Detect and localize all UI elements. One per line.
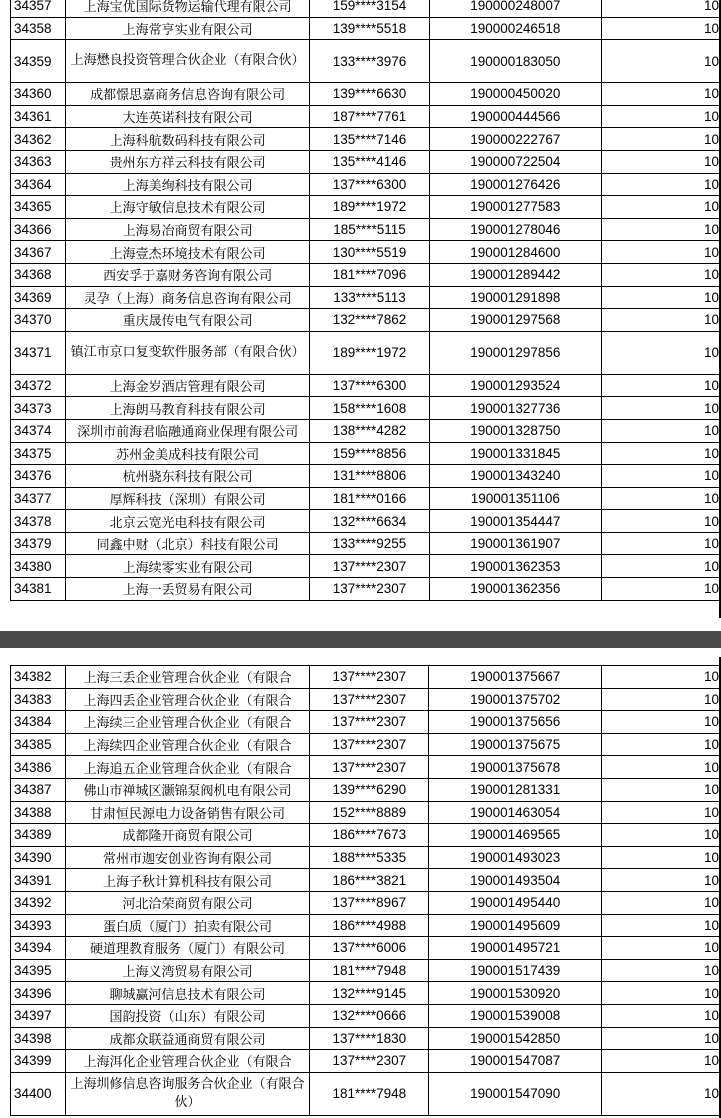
phone-cell: 139****5518 [310,17,429,40]
table-row [11,487,721,510]
table-row [11,286,721,309]
count-cell: 10 [602,532,721,555]
table-row [11,937,721,960]
table-row [11,442,721,465]
count-cell: 10 [602,510,721,533]
phone-cell: 133****3976 [310,40,429,83]
row-id-cell: 34365 [11,196,66,219]
code-cell: 190000248007 [429,0,601,17]
phone-cell: 181****0166 [310,487,429,510]
phone-cell: 185****5115 [310,218,429,241]
company-name-cell: 佛山市禅城区灏锦泵阀机电有限公司 [65,778,309,801]
row-id-cell: 34380 [11,555,66,578]
company-name-cell: 上海追五企业管理合伙企业（有限合 [65,756,309,779]
row-id-cell: 34362 [11,128,66,151]
row-id-cell: 34379 [11,532,66,555]
code-cell: 190000246518 [429,17,601,40]
table-row [11,241,721,264]
count-cell: 10 [602,374,721,397]
code-cell: 190001291898 [429,286,601,309]
company-name-cell: 国韵投资（山东）有限公司 [65,1004,309,1027]
table-row [11,218,721,241]
row-id-cell: 34368 [11,263,66,286]
company-name-cell: 重庆晟传电气有限公司 [65,309,310,332]
phone-cell: 137****2307 [310,578,429,601]
company-name-cell: 上海洱化企业管理合伙企业（有限合 [65,1050,309,1073]
row-id-cell: 34399 [11,1050,66,1073]
count-cell: 10 [602,397,721,420]
company-name-cell: 上海懋良投资管理合伙企业（有限合伙） [65,40,310,83]
count-cell: 10 [601,869,720,892]
table-row [11,982,721,1005]
row-id-cell: 34367 [11,241,66,264]
code-cell: 190001276426 [429,173,601,196]
row-id-cell: 34378 [11,510,66,533]
code-cell: 190001343240 [429,465,601,488]
table-row [11,801,721,824]
count-cell: 10 [602,419,721,442]
phone-cell: 137****2307 [310,711,429,734]
count-cell: 10 [602,40,721,83]
code-cell: 190001463054 [429,801,602,824]
code-cell: 190001495721 [429,937,602,960]
company-name-cell: 镇江市京口复变软件服务部（有限合伙） [65,331,310,374]
company-name-cell: 上海续四企业管理合伙企业（有限合 [65,733,309,756]
company-name-cell: 上海朗马教育科技有限公司 [65,397,310,420]
code-cell: 190001328750 [429,419,601,442]
code-cell: 190001539008 [429,1004,602,1027]
phone-cell: 135****7146 [310,128,429,151]
row-id-cell: 34383 [11,688,66,711]
page-gap-bar [0,631,721,648]
company-name-cell: 聊城赢河信息技术有限公司 [65,982,309,1005]
row-id-cell: 34374 [11,419,66,442]
row-id-cell: 34391 [11,869,66,892]
count-cell: 10 [602,555,721,578]
table-row [11,914,721,937]
phone-cell: 132****7862 [310,309,429,332]
table-row [11,778,721,801]
phone-cell: 158****1608 [310,397,429,420]
company-name-cell: 上海子秋计算机科技有限公司 [65,869,309,892]
count-cell: 10 [601,666,720,689]
company-name-cell: 上海科航数码科技有限公司 [65,128,310,151]
count-cell: 10 [602,218,721,241]
table-row [11,1072,721,1115]
table-row [11,578,721,601]
phone-cell: 159****8856 [310,442,429,465]
count-cell: 10 [602,17,721,40]
phone-cell: 137****6006 [310,937,429,960]
count-cell: 10 [601,914,720,937]
table-row [11,83,721,106]
count-cell: 10 [602,487,721,510]
phone-cell: 189****1972 [310,331,429,374]
table-row [11,105,721,128]
code-cell: 190001542850 [429,1027,602,1050]
table-row [11,309,721,332]
count-cell: 10 [602,128,721,151]
table-row [11,555,721,578]
company-name-cell: 上海壹杰环境技术有限公司 [65,241,310,264]
row-id-cell: 34385 [11,733,66,756]
code-cell: 190001375702 [429,688,602,711]
count-cell: 10 [602,0,721,17]
code-cell: 190001351106 [429,487,601,510]
phone-cell: 139****6290 [310,778,429,801]
table-row [11,846,721,869]
row-id-cell: 34384 [11,711,66,734]
code-cell: 190001289442 [429,263,601,286]
row-id-cell: 34388 [11,801,66,824]
row-id-cell: 34395 [11,959,66,982]
code-cell: 190000450020 [429,83,601,106]
row-id-cell: 34357 [11,0,66,17]
table-row [11,419,721,442]
code-cell: 190001547087 [429,1050,602,1073]
table-row [11,666,721,689]
row-id-cell: 34381 [11,578,66,601]
count-cell: 10 [601,1072,720,1115]
phone-cell: 181****7948 [310,1072,429,1115]
phone-cell: 152****8889 [310,801,429,824]
table-row [11,1050,721,1073]
count-cell: 10 [601,982,720,1005]
row-id-cell: 34358 [11,17,66,40]
count-cell: 10 [601,824,720,847]
company-name-cell: 上海四丢企业管理合伙企业（有限合 [65,688,309,711]
phone-cell: 186****4988 [310,914,429,937]
phone-cell: 133****5113 [310,286,429,309]
code-cell: 190001469565 [429,824,602,847]
code-cell: 190001361907 [429,532,601,555]
company-name-cell: 成都众联益通商贸有限公司 [65,1027,309,1050]
count-cell: 10 [601,688,720,711]
count-cell: 10 [601,959,720,982]
table-row [11,532,721,555]
phone-cell: 187****7761 [310,105,429,128]
count-cell: 10 [602,286,721,309]
count-cell: 10 [601,1004,720,1027]
phone-cell: 181****7096 [310,263,429,286]
row-id-cell: 34359 [11,40,66,83]
phone-cell: 137****1830 [310,1027,429,1050]
code-cell: 190001284600 [429,241,601,264]
count-cell: 10 [602,331,721,374]
code-cell: 190001362356 [429,578,601,601]
phone-cell: 133****9255 [310,532,429,555]
phone-cell: 138****4282 [310,419,429,442]
company-name-cell: 上海宝优国际货物运输代理有限公司 [65,0,310,17]
code-cell: 190001297568 [429,309,601,332]
phone-cell: 189****1972 [310,196,429,219]
company-name-cell: 上海金岁酒店管理有限公司 [65,374,310,397]
row-id-cell: 34366 [11,218,66,241]
row-id-cell: 34373 [11,397,66,420]
phone-cell: 135****4146 [310,150,429,173]
company-name-cell: 甘肃恒民源电力设备销售有限公司 [65,801,309,824]
company-name-cell: 同鑫中财（北京）科技有限公司 [65,532,310,555]
phone-cell: 139****6630 [310,83,429,106]
code-cell: 190000222767 [429,128,601,151]
code-cell: 190001530920 [429,982,602,1005]
row-id-cell: 34387 [11,778,66,801]
page-divider [0,618,721,657]
row-id-cell: 34394 [11,937,66,960]
count-cell: 10 [601,801,720,824]
code-cell: 190001375675 [429,733,602,756]
row-id-cell: 34376 [11,465,66,488]
code-cell: 190001293524 [429,374,601,397]
company-name-cell: 深圳市前海君临融通商业保理有限公司 [65,419,310,442]
code-cell: 190001547090 [429,1072,602,1115]
phone-cell: 186****7673 [310,824,429,847]
count-cell: 10 [602,105,721,128]
company-name-cell: 上海易冶商贸有限公司 [65,218,310,241]
company-name-cell: 杭州骁东科技有限公司 [65,465,310,488]
phone-cell: 137****2307 [310,688,429,711]
table-row [11,1027,721,1050]
table-row [11,756,721,779]
code-cell: 190001354447 [429,510,601,533]
count-cell: 10 [602,578,721,601]
company-name-cell: 贵州东方祥云科技有限公司 [65,150,310,173]
table-row [11,196,721,219]
code-cell: 190001493504 [429,869,602,892]
phone-cell: 130****5519 [310,241,429,264]
phone-cell: 137****2307 [310,555,429,578]
count-cell: 10 [602,150,721,173]
table-row [11,711,721,734]
company-name-cell: 上海续三企业管理合伙企业（有限合 [65,711,309,734]
table-row [11,959,721,982]
company-name-cell: 常州市迦安创业咨询有限公司 [65,846,309,869]
row-id-cell: 34386 [11,756,66,779]
row-id-cell: 34398 [11,1027,66,1050]
table-row [11,465,721,488]
table-row [11,128,721,151]
table-row [11,17,721,40]
code-cell: 190001281331 [429,778,602,801]
company-name-cell: 上海一丢贸易有限公司 [65,578,310,601]
phone-cell: 132****0666 [310,1004,429,1027]
count-cell: 10 [602,465,721,488]
code-cell: 190001331845 [429,442,601,465]
row-id-cell: 34363 [11,150,66,173]
code-cell: 190001297856 [429,331,601,374]
count-cell: 10 [601,711,720,734]
company-name-cell: 厚辉科技（深圳）有限公司 [65,487,310,510]
company-name-cell: 上海守敏信息技术有限公司 [65,196,310,219]
code-cell: 190001495440 [429,891,602,914]
code-cell: 190001278046 [429,218,601,241]
company-name-cell: 上海续零实业有限公司 [65,555,310,578]
table-row [11,869,721,892]
code-cell: 190001517439 [429,959,602,982]
code-cell: 190000722504 [429,150,601,173]
row-id-cell: 34389 [11,824,66,847]
row-id-cell: 34377 [11,487,66,510]
company-name-cell: 大连英诺科技有限公司 [65,105,310,128]
table-row [11,40,721,83]
code-cell: 190001375678 [429,756,602,779]
table-row [11,824,721,847]
count-cell: 10 [602,309,721,332]
row-id-cell: 34400 [11,1072,66,1115]
count-cell: 10 [601,891,720,914]
company-name-cell: 成都憬思嘉商务信息咨询有限公司 [65,83,310,106]
code-cell: 190001277583 [429,196,601,219]
count-cell: 10 [601,756,720,779]
count-cell: 10 [602,241,721,264]
phone-cell: 131****8806 [310,465,429,488]
count-cell: 10 [601,778,720,801]
company-name-cell: 上海三丢企业管理合伙企业（有限合 [65,666,309,689]
count-cell: 10 [601,937,720,960]
count-cell: 10 [601,1027,720,1050]
row-id-cell: 34375 [11,442,66,465]
count-cell: 10 [601,1050,720,1073]
phone-cell: 137****2307 [310,756,429,779]
phone-cell: 186****3821 [310,869,429,892]
table-row [11,397,721,420]
company-name-cell: 成都隆开商贸有限公司 [65,824,309,847]
row-id-cell: 34397 [11,1004,66,1027]
company-name-cell: 灵孕（上海）商务信息咨询有限公司 [65,286,310,309]
company-name-cell: 河北洽荣商贸有限公司 [65,891,309,914]
phone-cell: 137****2307 [310,666,429,689]
code-cell: 190001362353 [429,555,601,578]
phone-cell: 137****6300 [310,374,429,397]
table-row [11,1004,721,1027]
code-cell: 190001495609 [429,914,602,937]
table-row [11,263,721,286]
company-name-cell: 上海美绚科技有限公司 [65,173,310,196]
phone-cell: 137****2307 [310,733,429,756]
row-id-cell: 34361 [11,105,66,128]
table-row [11,891,721,914]
count-cell: 10 [601,733,720,756]
row-id-cell: 34393 [11,914,66,937]
document-page-2 [0,657,721,1118]
company-name-cell: 北京云宽光电科技有限公司 [65,510,310,533]
row-id-cell: 34369 [11,286,66,309]
company-name-cell: 上海圳修信息咨询服务合伙企业（有限合伙） [65,1072,309,1115]
row-id-cell: 34370 [11,309,66,332]
company-name-cell: 西安孚于嘉财务咨询有限公司 [65,263,310,286]
row-id-cell: 34392 [11,891,66,914]
row-id-cell: 34390 [11,846,66,869]
table-row [11,510,721,533]
company-name-cell: 苏州金美成科技有限公司 [65,442,310,465]
code-cell: 190001493023 [429,846,602,869]
company-name-cell: 硬道理教育服务（厦门）有限公司 [65,937,309,960]
count-cell: 10 [602,83,721,106]
table-row [11,331,721,374]
row-id-cell: 34371 [11,331,66,374]
count-cell: 10 [602,196,721,219]
code-cell: 190001375667 [429,666,602,689]
phone-cell: 132****6634 [310,510,429,533]
row-id-cell: 34360 [11,83,66,106]
count-cell: 10 [602,263,721,286]
phone-cell: 137****8967 [310,891,429,914]
company-table-page-2 [10,665,721,1116]
phone-cell: 181****7948 [310,959,429,982]
table-row [11,173,721,196]
table-row [11,150,721,173]
company-name-cell: 蛋白质（厦门）拍卖有限公司 [65,914,309,937]
phone-cell: 188****5335 [310,846,429,869]
row-id-cell: 34396 [11,982,66,1005]
code-cell: 190000183050 [429,40,601,83]
table-row [11,0,721,17]
row-id-cell: 34364 [11,173,66,196]
table-row [11,733,721,756]
phone-cell: 132****9145 [310,982,429,1005]
company-name-cell: 上海常亨实业有限公司 [65,17,310,40]
phone-cell: 137****2307 [310,1050,429,1073]
phone-cell: 137****6300 [310,173,429,196]
count-cell: 10 [601,846,720,869]
count-cell: 10 [602,442,721,465]
company-name-cell: 上海义湾贸易有限公司 [65,959,309,982]
table-row [11,688,721,711]
code-cell: 190001375656 [429,711,602,734]
company-table-page-1 [10,0,721,601]
phone-cell: 159****3154 [310,0,429,17]
row-id-cell: 34372 [11,374,66,397]
table-row [11,374,721,397]
count-cell: 10 [602,173,721,196]
row-id-cell: 34382 [11,666,66,689]
code-cell: 190000444566 [429,105,601,128]
code-cell: 190001327736 [429,397,601,420]
